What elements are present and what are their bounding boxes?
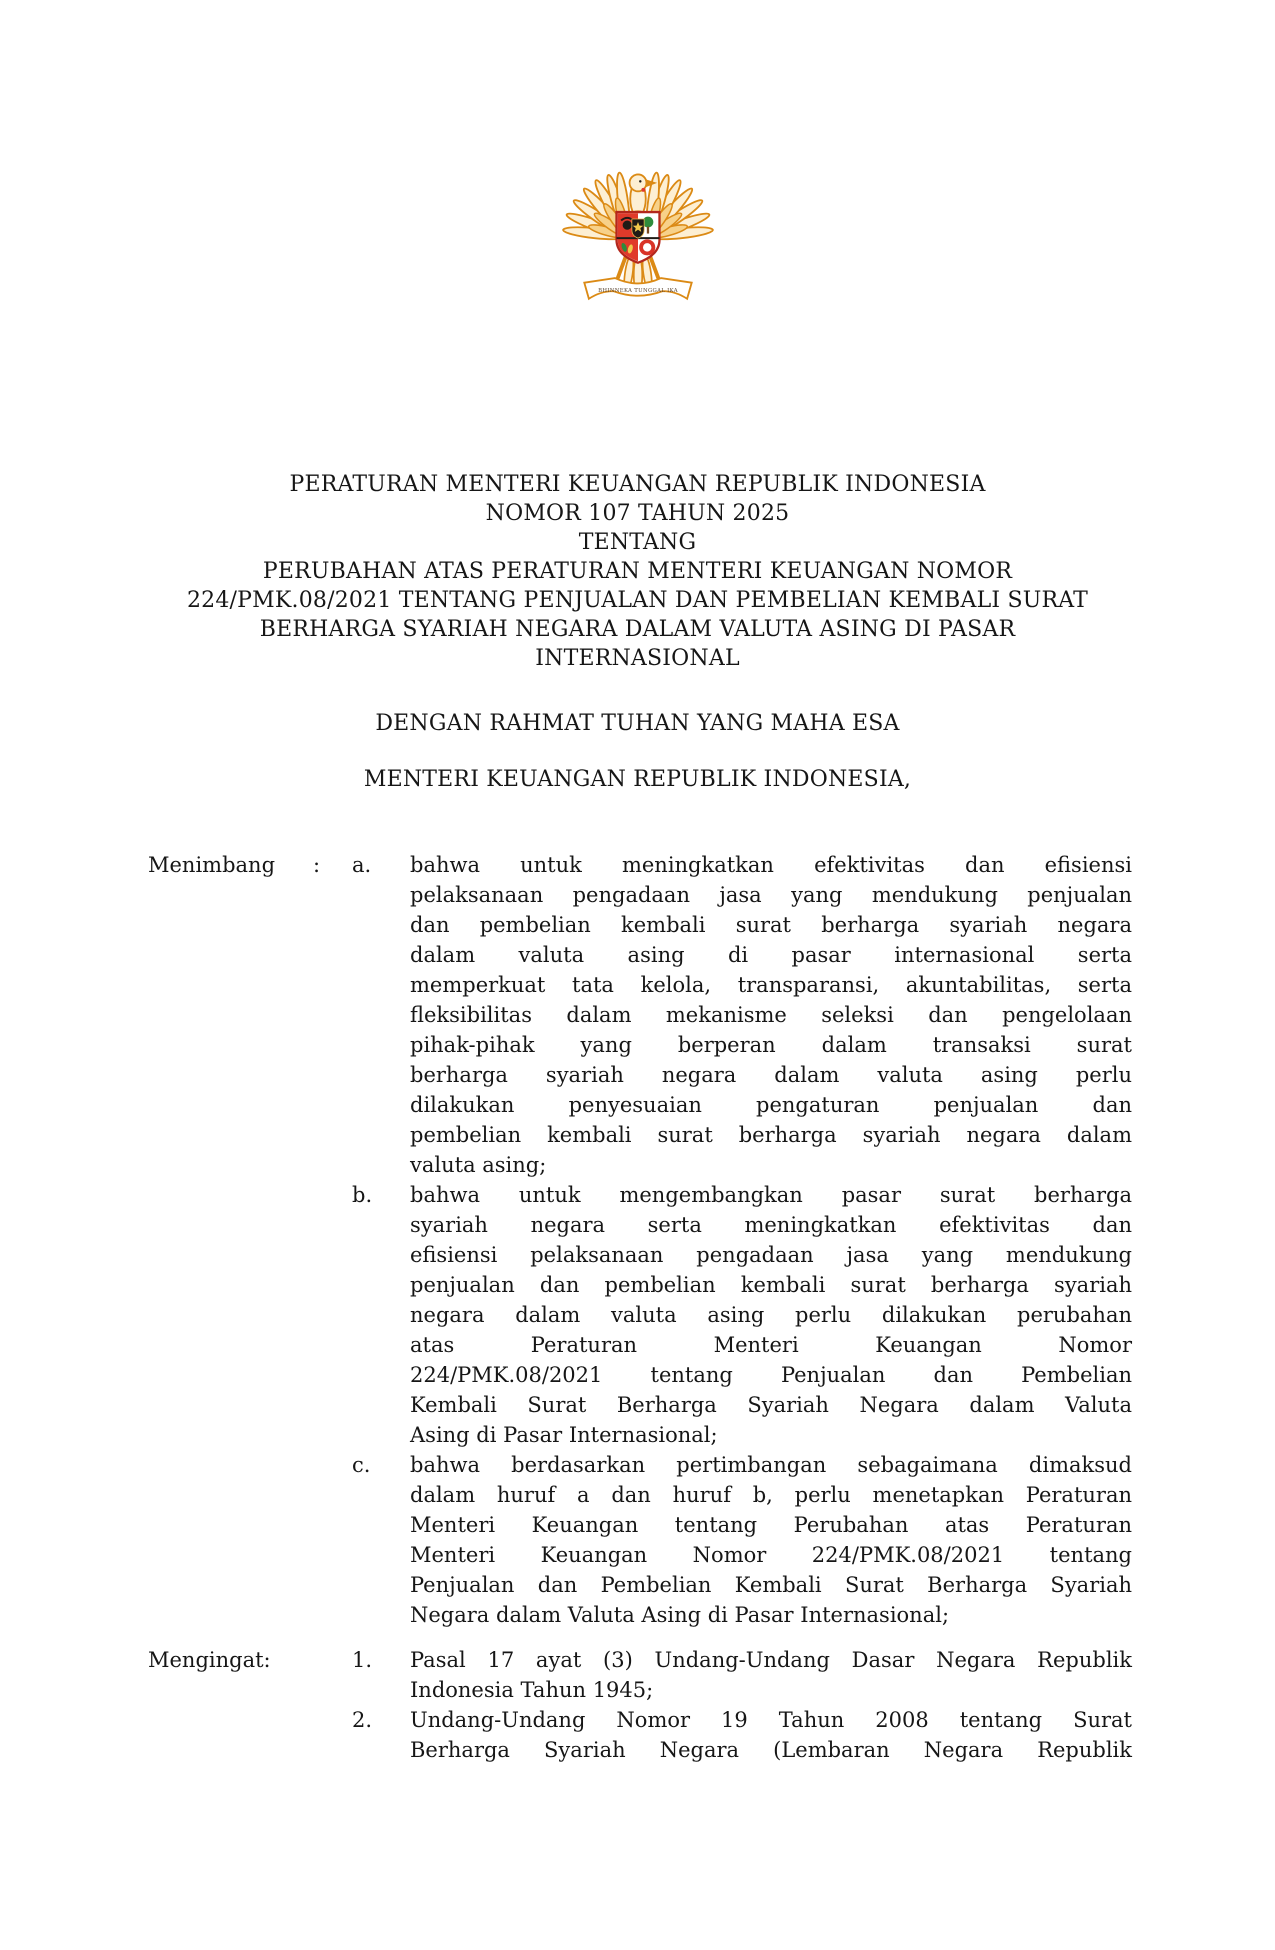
text-line: pembelian kembali surat berharga syariah negara dalam (410, 1123, 1132, 1147)
text-line: dan pembelian kembali surat berharga syariah negara (410, 913, 1132, 937)
section-menimbang (148, 850, 1138, 1630)
text-line: Asing di Pasar Internasional; (410, 1423, 718, 1447)
text-line: bahwa untuk mengembangkan pasar surat berharga (410, 1183, 1132, 1207)
emblem-motto-text: BHINNEKA TUNGGAL IKA (597, 287, 678, 294)
consideration-item-c (352, 1450, 1132, 1630)
item-marker: b. (352, 1183, 373, 1207)
text-line: fleksibilitas dalam mekanisme seleksi dan pengelolaan (410, 1003, 1132, 1027)
section-colon: : (313, 853, 321, 877)
text-line: Negara dalam Valuta Asing di Pasar Internasional; (410, 1603, 950, 1627)
section-mengingat (148, 1645, 1138, 1765)
item-text (410, 1645, 1132, 1705)
item-marker: 2. (352, 1708, 373, 1732)
title-line: PERATURAN MENTERI KEUANGAN REPUBLIK INDONESIA (289, 472, 986, 497)
item-text (410, 1705, 1132, 1765)
text-line: Undang-Undang Nomor 19 Tahun 2008 tentang Surat (410, 1708, 1132, 1732)
title-line: PERUBAHAN ATAS PERATURAN MENTERI KEUANGAN NOMOR (262, 559, 1013, 584)
text-line: memperkuat tata kelola, transparansi, akuntabilitas, serta (410, 973, 1132, 997)
item-marker: c. (352, 1453, 371, 1477)
text-line: atas Peraturan Menteri Keuangan Nomor (410, 1333, 1132, 1357)
text-line: 224/PMK.08/2021 tentang Penjualan dan Pembelian (410, 1363, 1132, 1387)
text-line: Indonesia Tahun 1945; (410, 1678, 654, 1702)
section-label: Mengingat: (148, 1648, 271, 1672)
pancasila-shield-icon (616, 212, 659, 263)
text-line: bahwa untuk meningkatkan efektivitas dan efisiensi (410, 853, 1132, 877)
text-line: pelaksanaan pengadaan jasa yang mendukung penjualan (410, 883, 1132, 907)
text-line: pihak-pihak yang berperan dalam transaksi surat (410, 1033, 1132, 1057)
title-line: 224/PMK.08/2021 TENTANG PENJUALAN DAN PEMBELIAN KEMBALI SURAT (186, 588, 1089, 613)
text-line: valuta asing; (410, 1153, 547, 1177)
consideration-item-1 (352, 1645, 1132, 1705)
text-line: negara dalam valuta asing perlu dilakukan perubahan (410, 1303, 1132, 1327)
title-line: TENTANG (578, 530, 697, 555)
item-marker: 1. (352, 1648, 373, 1672)
text-line: Menteri Keuangan Nomor 224/PMK.08/2021 tentang (410, 1543, 1132, 1567)
item-text (410, 850, 1132, 1180)
text-line: dilakukan penyesuaian pengaturan penjualan dan (410, 1093, 1132, 1117)
text-line: Menteri Keuangan tentang Perubahan atas Peraturan (410, 1513, 1132, 1537)
text-line: penjualan dan pembelian kembali surat berharga syariah (410, 1273, 1132, 1297)
text-line: syariah negara serta meningkatkan efektivitas dan (410, 1213, 1132, 1237)
garuda-eagle-icon (561, 143, 715, 308)
title-line: NOMOR 107 TAHUN 2025 (485, 501, 790, 526)
invocation-line: DENGAN RAHMAT TUHAN YANG MAHA ESA (375, 711, 900, 736)
title-line: BERHARGA SYARIAH NEGARA DALAM VALUTA ASING DI PASAR (259, 617, 1016, 642)
item-text (410, 1180, 1132, 1450)
text-line: berharga syariah negara dalam valuta asing perlu (410, 1063, 1132, 1087)
text-line: Pasal 17 ayat (3) Undang-Undang Dasar Negara Republik (410, 1648, 1132, 1672)
text-line: Kembali Surat Berharga Syariah Negara dalam Valuta (410, 1393, 1132, 1417)
text-line: dalam valuta asing di pasar internasional serta (410, 943, 1132, 967)
text-line: dalam huruf a dan huruf b, perlu menetapkan Peraturan (410, 1483, 1132, 1507)
section-label: Menimbang (148, 853, 276, 877)
text-line: Penjualan dan Pembelian Kembali Surat Berharga Syariah (410, 1573, 1132, 1597)
consideration-item-a (352, 850, 1132, 1180)
item-marker: a. (352, 853, 372, 877)
authority-line: MENTERI KEUANGAN REPUBLIK INDONESIA, (363, 767, 912, 792)
text-line: efisiensi pelaksanaan pengadaan jasa yang mendukung (410, 1243, 1132, 1267)
text-line: bahwa berdasarkan pertimbangan sebagaimana dimaksud (410, 1453, 1132, 1477)
consideranda-body (148, 850, 1138, 1765)
consideration-item-2 (352, 1705, 1132, 1765)
document-title-block (144, 470, 1131, 673)
garuda-pancasila-emblem (0, 143, 1275, 308)
title-line: INTERNASIONAL (535, 646, 740, 671)
consideration-item-b (352, 1180, 1132, 1450)
text-line: Berharga Syariah Negara (Lembaran Negara Republik (410, 1738, 1132, 1762)
item-text (410, 1450, 1132, 1630)
